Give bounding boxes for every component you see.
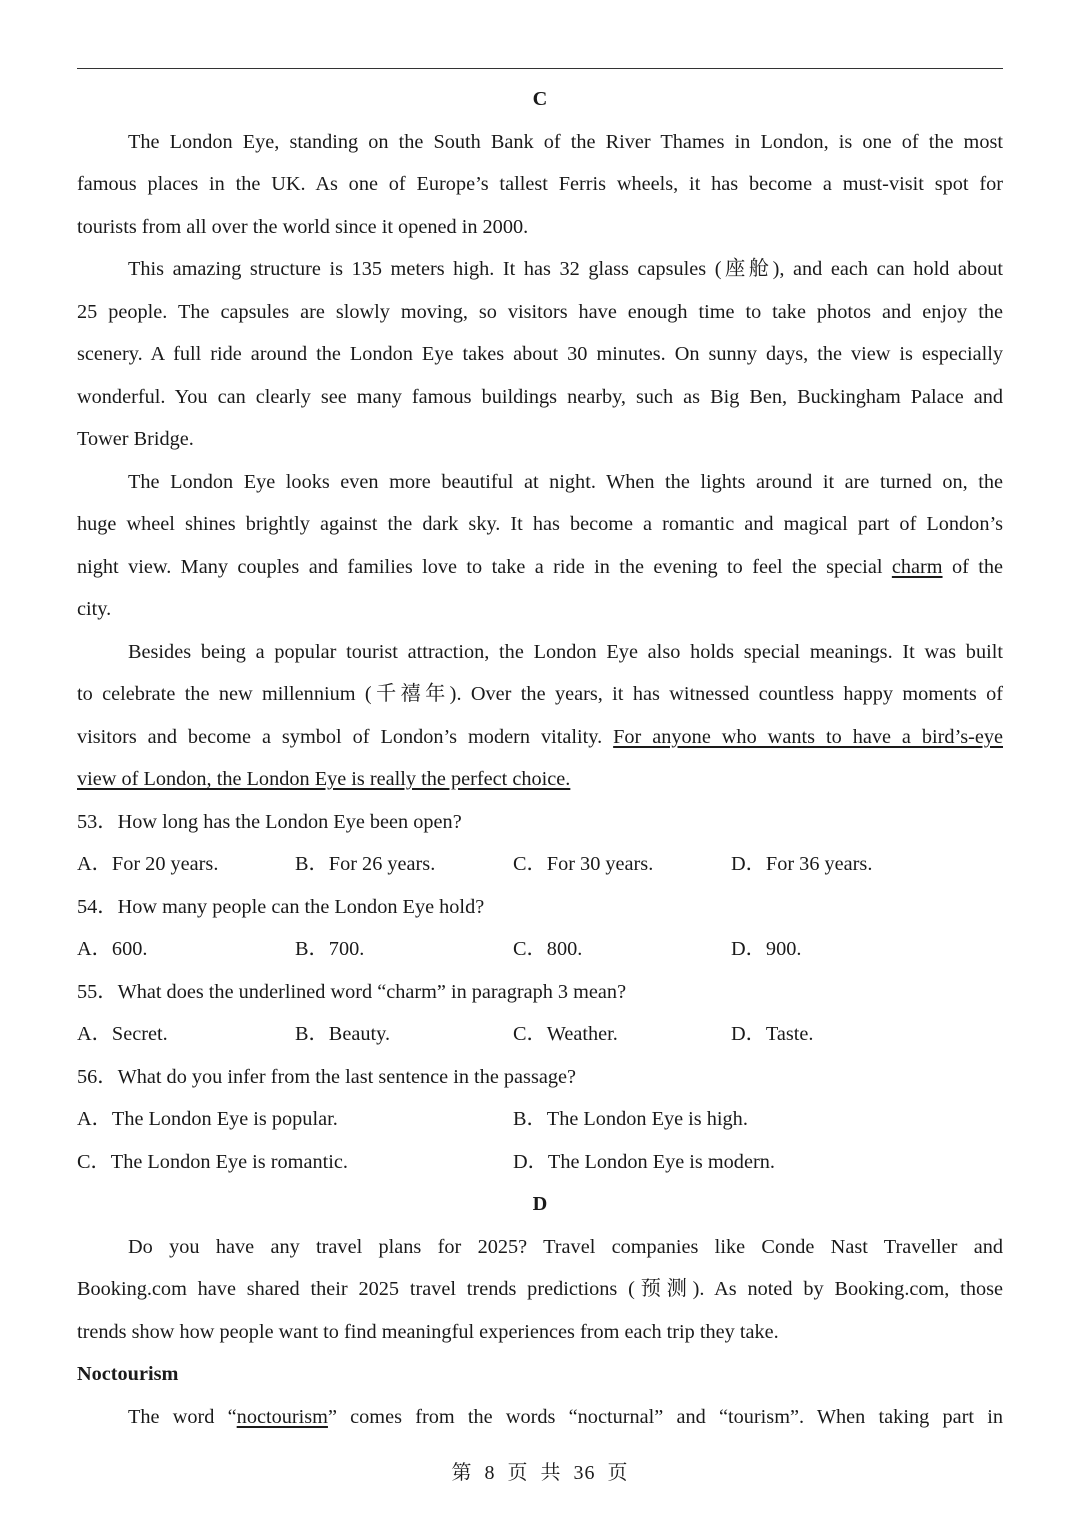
text-line: Besides being a popular tourist attraction, the London Eye also holds special meanings. It was built: [128, 640, 1003, 663]
document-page: [77, 78, 1003, 1438]
question-56: [77, 1056, 1003, 1184]
section-heading-c: C: [532, 88, 548, 110]
text-line: [77, 546, 1003, 589]
paragraph-c4: [77, 631, 1003, 801]
question-55: [77, 971, 1003, 1056]
text-line: Do you have any travel plans for 2025? Travel companies like Conde Nast Traveller and: [128, 1235, 1003, 1258]
option-b: B．The London Eye is high.: [513, 1108, 748, 1130]
text-segment: night view. Many couples and families love to take a ride in the evening to feel the special: [77, 555, 892, 578]
options-row: [77, 1141, 1003, 1184]
question-54: [77, 886, 1003, 971]
text-line: Tower Bridge.: [77, 428, 194, 450]
underlined-sentence: view of London, the London Eye is really the perfect choice.: [77, 768, 571, 790]
paragraph-d2: [77, 1396, 1003, 1439]
text-line: [77, 758, 1003, 801]
text-line: wonderful. You can clearly see many famous buildings nearby, such as Big Ben, Buckingham Palace and: [77, 385, 1003, 408]
option-d: D．The London Eye is modern.: [513, 1150, 775, 1173]
question-stem: 53．How long has the London Eye been open?: [77, 810, 462, 833]
options-row: [77, 1013, 1003, 1056]
text-line: trends show how people want to find meaningful experiences from each trip they take.: [77, 1320, 779, 1343]
text-line: scenery. A full ride around the London Eye takes about 30 minutes. On sunny days, the view is especially: [77, 343, 1003, 365]
text-line: The London Eye looks even more beautiful at night. When the lights around it are turned on, the: [128, 470, 1003, 493]
option-a: A．The London Eye is popular.: [77, 1108, 338, 1130]
paragraph-d1: [77, 1226, 1003, 1354]
option-d: D．For 36 years.: [731, 853, 873, 875]
text-line: 25 people. The capsules are slowly moving, so visitors have enough time to take photos and enjoy the: [77, 300, 1003, 323]
option-a: A．For 20 years.: [77, 853, 219, 875]
underlined-sentence: For anyone who wants to have a bird’s-eye: [613, 725, 1003, 748]
text-segment: ” comes from the words “nocturnal” and “tourism”. When taking part in: [327, 1405, 1003, 1428]
text-line: tourists from all over the world since it opened in 2000.: [77, 215, 529, 238]
options-row: [77, 1098, 1003, 1141]
text-line: city.: [77, 598, 112, 620]
text-line: [77, 1396, 1003, 1439]
option-a: A．Secret.: [77, 1023, 168, 1045]
option-b: B．For 26 years.: [295, 853, 436, 875]
page-number-footer: 第 8 页 共 36 页: [451, 1462, 629, 1484]
option-c: C．Weather.: [513, 1023, 618, 1045]
text-line: This amazing structure is 135 meters high. It has 32 glass capsules (座舱), and each can hold about: [128, 258, 1003, 280]
option-b: B．Beauty.: [295, 1023, 391, 1045]
paragraph-c1: [77, 121, 1003, 249]
question-stem: 55．What does the underlined word “charm” in paragraph 3 mean?: [77, 980, 627, 1003]
option-d: D．Taste.: [731, 1023, 814, 1045]
text-segment: The word “: [128, 1405, 237, 1428]
header-rule: [77, 68, 1003, 69]
text-line: [77, 716, 1003, 759]
text-line: famous places in the UK. As one of Europe’s tallest Ferris wheels, it has become a must-visit spot for: [77, 173, 1003, 195]
section-heading-d: D: [532, 1193, 548, 1215]
option-c: C．For 30 years.: [513, 853, 654, 875]
text-line: Booking.com have shared their 2025 travel trends predictions (预测). As noted by Booking.com, those: [77, 1278, 1003, 1300]
option-d: D．900.: [731, 938, 802, 960]
question-53: [77, 801, 1003, 886]
text-segment: of the: [942, 555, 1004, 578]
paragraph-c3: [77, 461, 1003, 631]
options-row: [77, 928, 1003, 971]
underlined-word-charm: charm: [891, 555, 943, 578]
option-c: C．The London Eye is romantic.: [77, 1150, 348, 1173]
underlined-word-noctourism: noctourism: [236, 1405, 328, 1428]
option-b: B．700.: [295, 938, 365, 960]
question-stem: 54．How many people can the London Eye hold?: [77, 895, 485, 918]
text-line: to celebrate the new millennium (千禧年). Over the years, it has witnessed countless happy moments of: [77, 683, 1003, 705]
text-segment: visitors and become a symbol of London’s modern vitality.: [77, 725, 614, 748]
options-row: [77, 843, 1003, 886]
text-line: The London Eye, standing on the South Bank of the River Thames in London, is one of the most: [128, 130, 1003, 153]
option-a: A．600.: [77, 938, 148, 960]
option-c: C．800.: [513, 938, 583, 960]
text-line: huge wheel shines brightly against the dark sky. It has become a romantic and magical part of London’s: [77, 513, 1003, 535]
paragraph-c2: [77, 248, 1003, 461]
subheading-noctourism: Noctourism: [77, 1363, 179, 1385]
question-stem: 56．What do you infer from the last sentence in the passage?: [77, 1065, 576, 1088]
